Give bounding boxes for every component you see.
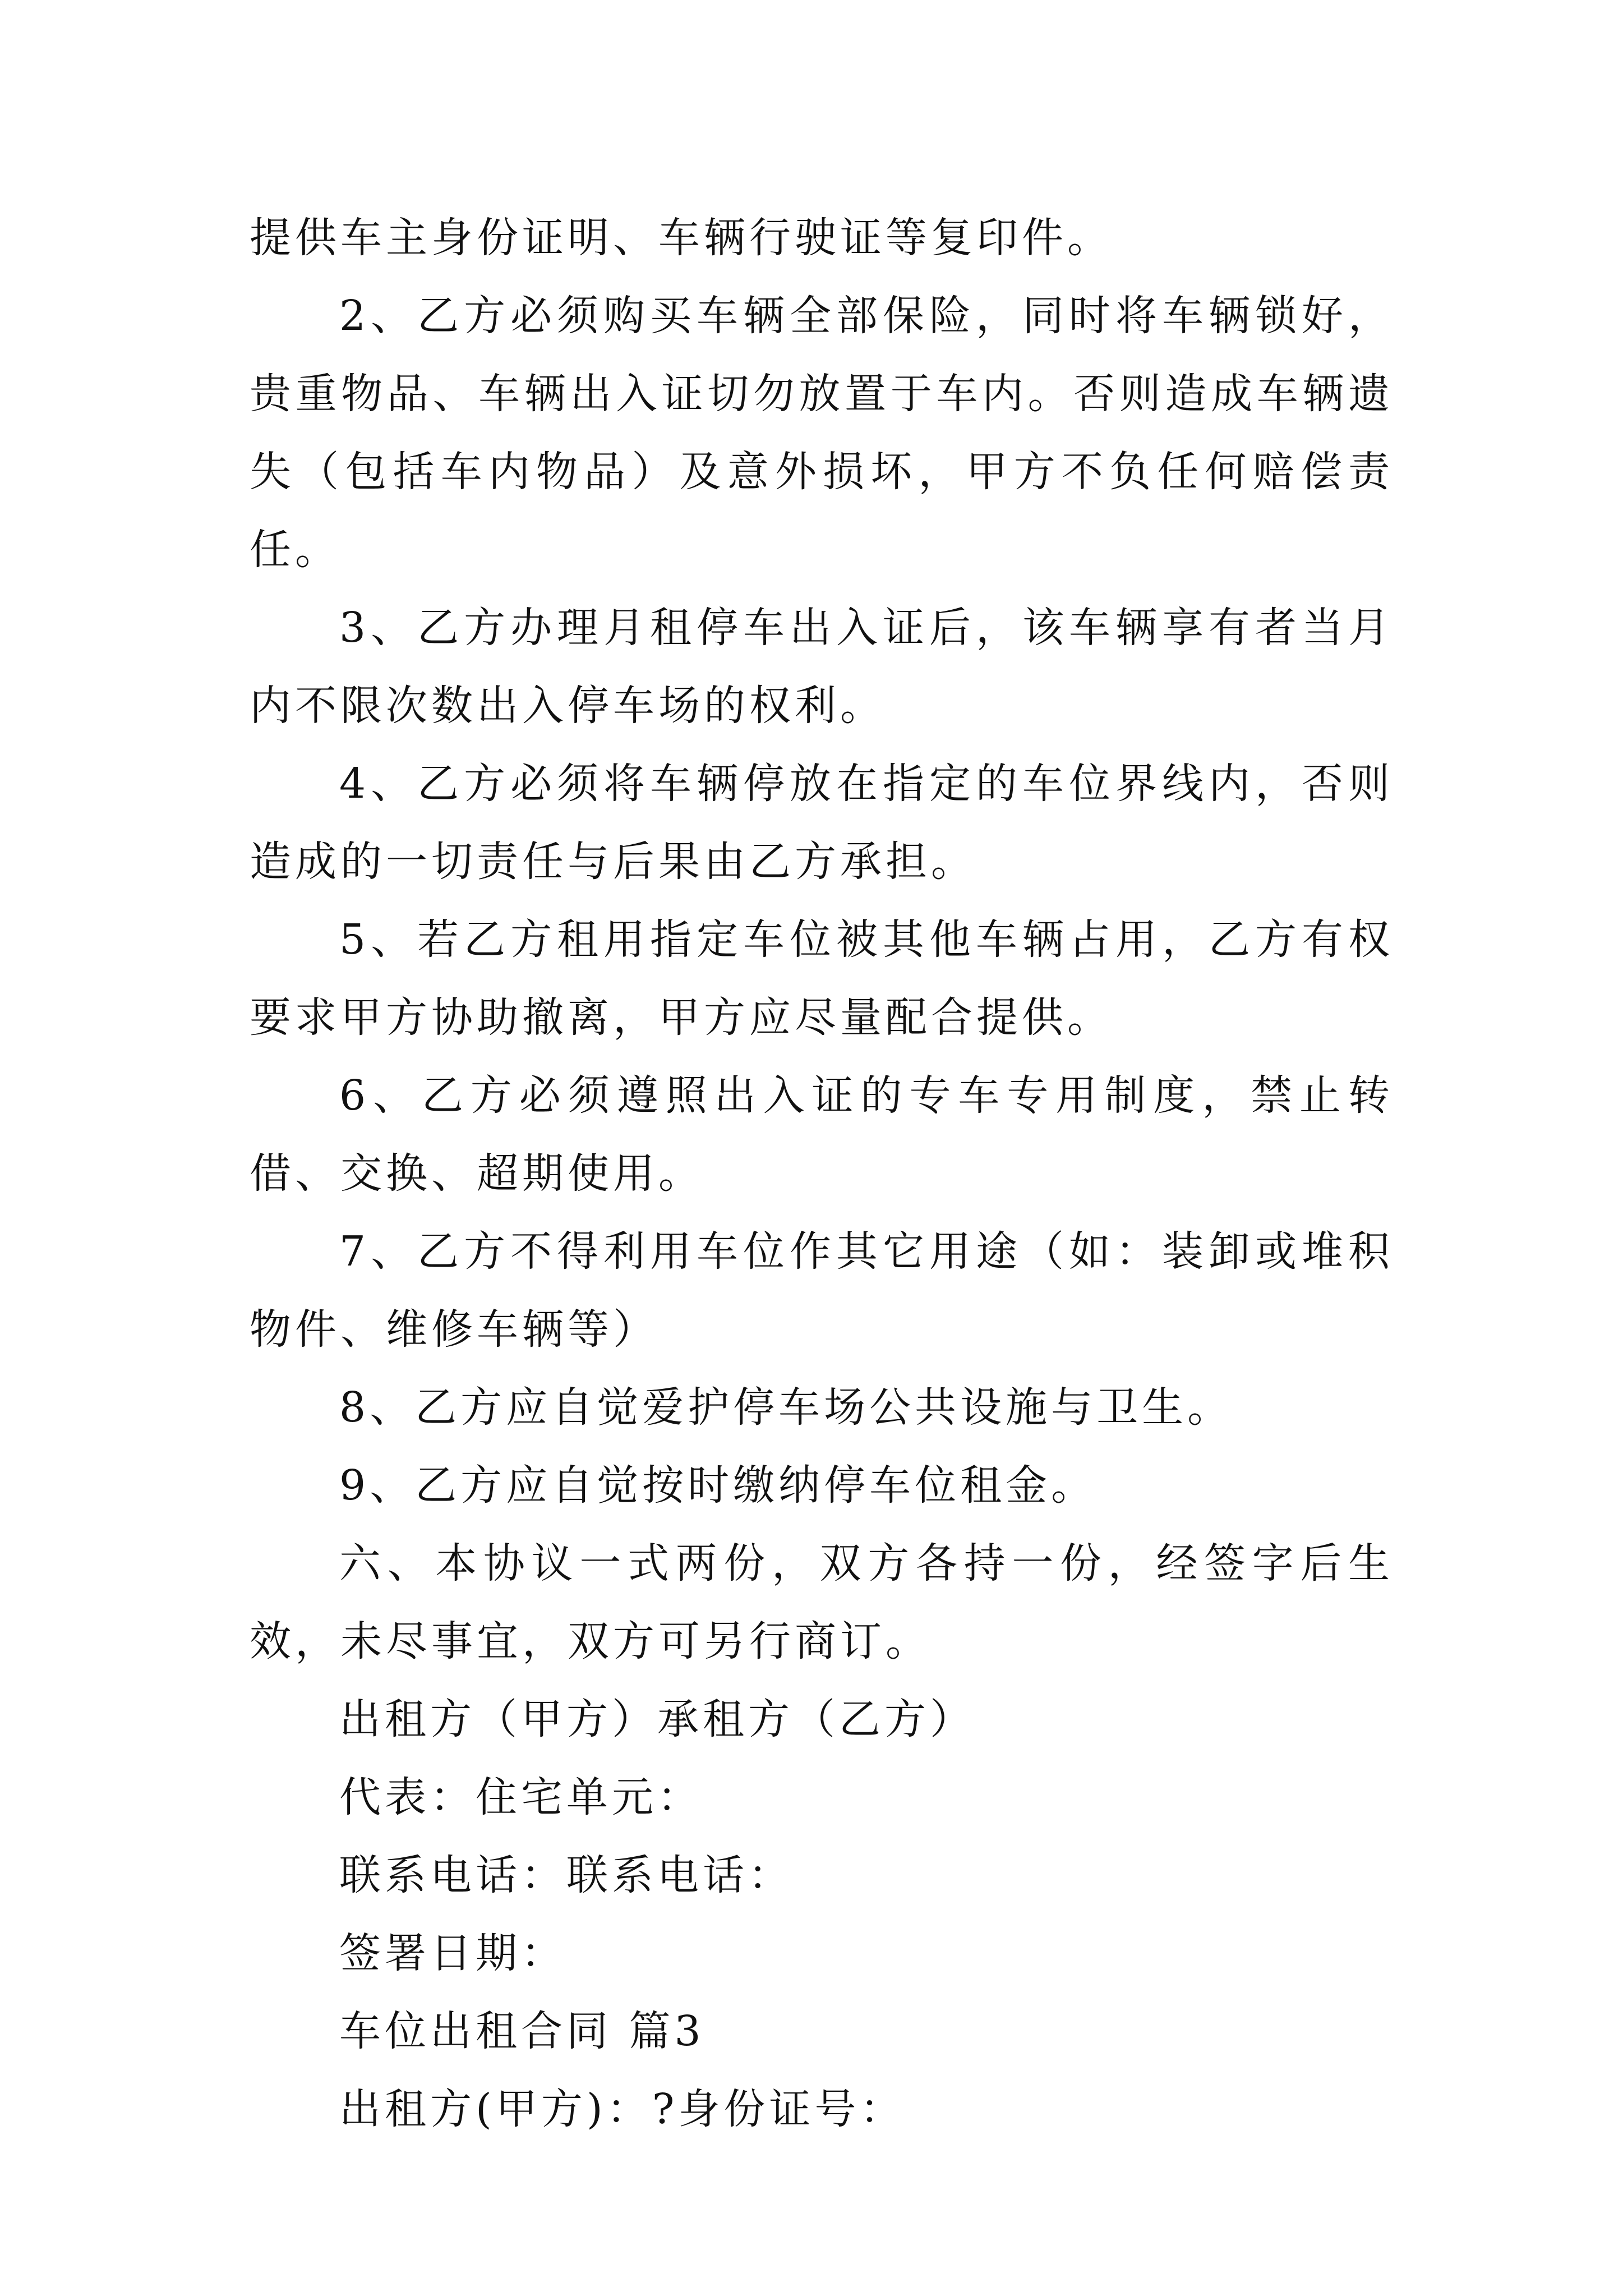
clause-5: 5、若乙方租用指定车位被其他车辆占用，乙方有权要求甲方协助撤离，甲方应尽量配合提供。	[250, 915, 1394, 1042]
clause-2: 2、乙方必须购买车辆全部保险，同时将车辆锁好，贵重物品、车辆出入证切勿放置于车内。否则造成车辆遗失（包括车内物品）及意外损坏，甲方不负任何赔偿责任。	[250, 292, 1394, 574]
clause-7: 7、乙方不得利用车位作其它用途（如：装卸或堆积物件、维修车辆等）	[250, 1227, 1394, 1354]
clause-4: 4、乙方必须将车辆停放在指定的车位界线内，否则造成的一切责任与后果由乙方承担。	[250, 760, 1394, 886]
lessor-id-line: 出租方(甲方)：?身份证号：	[339, 2085, 906, 2133]
clause-9: 9、乙方应自觉按时缴纳停车位租金。	[339, 1461, 1097, 1510]
clause-3: 3、乙方办理月租停车出入证后，该车辆享有者当月内不限次数出入停车场的权利。	[250, 604, 1394, 730]
clause-6: 6、乙方必须遵照出入证的专车专用制度，禁止转借、交换、超期使用。	[250, 1071, 1394, 1198]
section-heading: 车位出租合同 篇3	[339, 2007, 705, 2055]
paragraph-continuation: 提供车主身份证明、车辆行驶证等复印件。	[250, 214, 1113, 262]
signature-date: 签署日期：	[339, 1929, 566, 1977]
signature-phone: 联系电话：联系电话：	[339, 1851, 794, 1899]
signature-parties: 出租方（甲方）承租方（乙方）	[339, 1695, 975, 1743]
clause-8: 8、乙方应自觉爱护停车场公共设施与卫生。	[339, 1383, 1233, 1432]
signature-representative: 代表：住宅单元：	[339, 1773, 703, 1821]
document-body	[250, 199, 1394, 2148]
section-six: 六、本协议一式两份，双方各持一份，经签字后生效，未尽事宜，双方可另行商订。	[250, 1539, 1394, 1665]
